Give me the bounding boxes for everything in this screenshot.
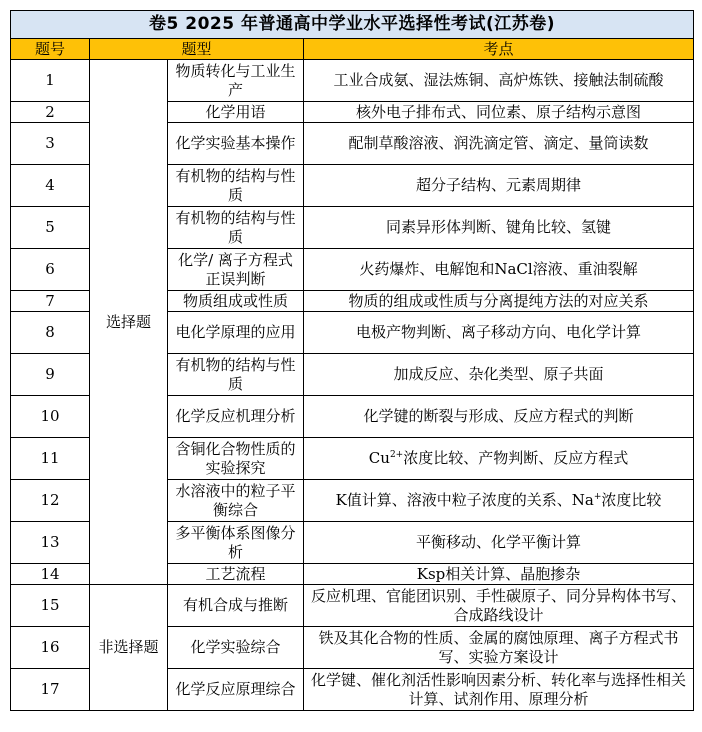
row-points: 配制草酸溶液、润洗滴定管、滴定、量筒读数 bbox=[304, 123, 694, 165]
row-points bbox=[304, 438, 694, 480]
row-no: 4 bbox=[11, 165, 90, 207]
points-text-post: 浓度比较 bbox=[601, 491, 662, 509]
row-type: 多平衡体系图像分析 bbox=[168, 522, 304, 564]
row-type: 物质转化与工业生产 bbox=[168, 60, 304, 102]
row-type: 化学/ 离子方程式正误判断 bbox=[168, 249, 304, 291]
row-no: 12 bbox=[11, 480, 90, 522]
row-points: 平衡移动、化学平衡计算 bbox=[304, 522, 694, 564]
row-points: 物质的组成或性质与分离提纯方法的对应关系 bbox=[304, 291, 694, 312]
row-type: 有机物的结构与性质 bbox=[168, 207, 304, 249]
header-row bbox=[11, 39, 694, 60]
row-no: 7 bbox=[11, 291, 90, 312]
row-points: 火药爆炸、电解饱和NaCl溶液、重油裂解 bbox=[304, 249, 694, 291]
header-no: 题号 bbox=[11, 39, 90, 60]
charge-superscript: 2+ bbox=[389, 450, 404, 460]
row-points: 同素异形体判断、键角比较、氢键 bbox=[304, 207, 694, 249]
page-title: 卷5 2025 年普通高中学业水平选择性考试(江苏卷) bbox=[11, 11, 694, 39]
points-text-post: 浓度比较、产物判断、反应方程式 bbox=[403, 449, 629, 467]
row-type: 化学反应机理分析 bbox=[168, 396, 304, 438]
row-no: 2 bbox=[11, 102, 90, 123]
row-no: 13 bbox=[11, 522, 90, 564]
row-type: 化学用语 bbox=[168, 102, 304, 123]
points-text-pre: K值计算、溶液中粒子浓度的关系、Na bbox=[335, 491, 594, 509]
row-points: 工业合成氨、湿法炼铜、高炉炼铁、接触法制硫酸 bbox=[304, 60, 694, 102]
table-row bbox=[11, 60, 694, 102]
row-no: 14 bbox=[11, 564, 90, 585]
row-points: 化学键、催化剂活性影响因素分析、转化率与选择性相关计算、试剂作用、原理分析 bbox=[304, 669, 694, 711]
row-points: 超分子结构、元素周期律 bbox=[304, 165, 694, 207]
row-type: 工艺流程 bbox=[168, 564, 304, 585]
category-choice: 选择题 bbox=[90, 60, 168, 585]
row-points: 电极产物判断、离子移动方向、电化学计算 bbox=[304, 312, 694, 354]
row-no: 11 bbox=[11, 438, 90, 480]
row-type: 水溶液中的粒子平衡综合 bbox=[168, 480, 304, 522]
row-points: Ksp相关计算、晶胞掺杂 bbox=[304, 564, 694, 585]
row-no: 10 bbox=[11, 396, 90, 438]
row-points bbox=[304, 480, 694, 522]
row-type: 有机合成与推断 bbox=[168, 585, 304, 627]
row-no: 1 bbox=[11, 60, 90, 102]
row-no: 8 bbox=[11, 312, 90, 354]
row-no: 16 bbox=[11, 627, 90, 669]
table-row bbox=[11, 585, 694, 627]
row-type: 有机物的结构与性质 bbox=[168, 354, 304, 396]
title-row bbox=[11, 11, 694, 39]
row-no: 6 bbox=[11, 249, 90, 291]
row-points: 铁及其化合物的性质、金属的腐蚀原理、离子方程式书写、实验方案设计 bbox=[304, 627, 694, 669]
row-points: 反应机理、官能团识别、手性碳原子、同分异构体书写、合成路线设计 bbox=[304, 585, 694, 627]
row-no: 9 bbox=[11, 354, 90, 396]
row-no: 3 bbox=[11, 123, 90, 165]
row-type: 化学实验综合 bbox=[168, 627, 304, 669]
points-text-pre: Cu bbox=[368, 449, 390, 467]
category-non-choice: 非选择题 bbox=[90, 585, 168, 711]
row-points: 加成反应、杂化类型、原子共面 bbox=[304, 354, 694, 396]
charge-superscript: + bbox=[593, 492, 602, 502]
row-no: 5 bbox=[11, 207, 90, 249]
exam-analysis-table bbox=[10, 10, 694, 711]
row-type: 电化学原理的应用 bbox=[168, 312, 304, 354]
row-type: 化学反应原理综合 bbox=[168, 669, 304, 711]
header-points: 考点 bbox=[304, 39, 694, 60]
row-no: 17 bbox=[11, 669, 90, 711]
header-type: 题型 bbox=[90, 39, 304, 60]
row-type: 含铜化合物性质的实验探究 bbox=[168, 438, 304, 480]
row-points: 化学键的断裂与形成、反应方程式的判断 bbox=[304, 396, 694, 438]
row-type: 化学实验基本操作 bbox=[168, 123, 304, 165]
row-type: 有机物的结构与性质 bbox=[168, 165, 304, 207]
row-no: 15 bbox=[11, 585, 90, 627]
row-type: 物质组成或性质 bbox=[168, 291, 304, 312]
row-points: 核外电子排布式、同位素、原子结构示意图 bbox=[304, 102, 694, 123]
